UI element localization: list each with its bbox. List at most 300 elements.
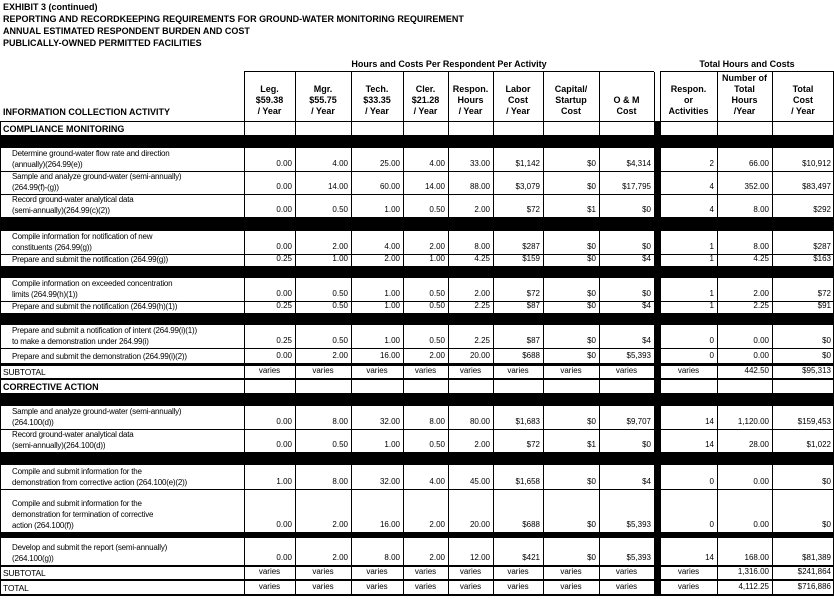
column-divider — [448, 72, 449, 596]
table-row — [0, 278, 834, 301]
table-row — [0, 348, 834, 363]
cell-respondents: 14 — [705, 417, 714, 426]
cell-legal: 0.25 — [276, 301, 292, 310]
cell-legal: 0.00 — [276, 553, 292, 562]
header-rule — [0, 121, 834, 122]
cell-capital-startup-cost: varies — [560, 567, 582, 576]
activity-description: demonstration from corrective action (264.100(e)(2)) — [12, 478, 188, 487]
cell-total-hours: 0.00 — [753, 336, 769, 345]
cell-clerical: 0.50 — [429, 301, 445, 310]
activity-description: Record ground-water analytical data — [12, 430, 134, 439]
cell-technical: 16.00 — [379, 351, 400, 360]
cell-manager: 4.00 — [332, 159, 348, 168]
group-header-totals: Total Hours and Costs — [699, 59, 795, 69]
column-header-respondent-hours — [448, 84, 493, 117]
cell-total-cost: $95,313 — [802, 366, 831, 375]
cell-capital-startup-cost: $0 — [587, 301, 596, 310]
activity-description: Compile and submit information for the — [12, 499, 142, 508]
cell-labor-cost: $688 — [522, 520, 540, 529]
table-row — [0, 254, 834, 266]
column-header-line: Hours — [457, 95, 484, 105]
cell-respondent-hours: 8.00 — [474, 242, 490, 251]
cell-manager: 8.00 — [332, 477, 348, 486]
cell-respondent-hours: varies — [459, 366, 482, 375]
cell-om-cost: $5,393 — [626, 351, 651, 360]
activity-description: (264.99(f)-(g)) — [12, 183, 59, 192]
cell-clerical: 0.50 — [429, 336, 445, 345]
cell-legal: 0.25 — [276, 336, 292, 345]
cell-total-cost: $0 — [822, 351, 831, 360]
cell-manager: 14.00 — [327, 182, 348, 191]
cell-total-cost: $81,389 — [802, 553, 831, 562]
cell-respondent-hours: 20.00 — [469, 351, 490, 360]
cell-total-hours: 4,112.25 — [738, 582, 769, 591]
cell-capital-startup-cost: $0 — [587, 289, 596, 298]
column-header-clerical — [403, 84, 448, 117]
cell-technical: 32.00 — [379, 417, 400, 426]
cell-manager: 2.00 — [332, 553, 348, 562]
cell-respondents: 0 — [709, 477, 714, 486]
document-header — [3, 1, 464, 49]
cell-respondents: 1 — [709, 289, 714, 298]
column-header-line: or — [684, 95, 693, 105]
cell-respondent-hours: 4.25 — [474, 254, 490, 263]
cell-technical: varies — [366, 567, 388, 576]
activity-description: Sample and analyze ground-water (semi-annually) — [12, 407, 182, 416]
cell-om-cost: varies — [615, 582, 638, 591]
cell-om-cost: $9,707 — [626, 417, 651, 426]
cell-total-hours: 2.25 — [753, 301, 769, 310]
cell-technical: 1.00 — [384, 301, 400, 310]
column-header-line: Respon. — [670, 84, 707, 94]
cell-respondents: varies — [677, 582, 700, 591]
cell-technical: 32.00 — [379, 477, 400, 486]
cell-respondent-hours: 12.00 — [469, 553, 490, 562]
cell-clerical: 4.00 — [429, 159, 445, 168]
cell-total-cost: $83,497 — [802, 182, 831, 191]
column-header-line: Leg. — [260, 84, 279, 94]
cell-legal: 0.00 — [276, 205, 292, 214]
column-header-line: Activities — [668, 106, 709, 116]
cell-technical: 2.00 — [384, 254, 400, 263]
cell-technical: 25.00 — [379, 159, 400, 168]
activity-description: Compile information for notification of new — [12, 232, 153, 241]
column-header-line: / Year — [311, 106, 335, 116]
cell-clerical: varies — [414, 567, 437, 576]
group-header-per-activity: Hours and Costs Per Respondent Per Activity — [351, 59, 547, 69]
cell-manager: 8.00 — [332, 417, 348, 426]
cell-technical: 4.00 — [384, 242, 400, 251]
cell-labor-cost: $1,142 — [515, 159, 540, 168]
cell-total-hours: 168.00 — [744, 553, 769, 562]
cell-clerical: 2.00 — [429, 242, 445, 251]
cell-om-cost: $17,795 — [622, 182, 651, 191]
cell-legal: varies — [258, 582, 281, 591]
group-underline — [660, 71, 834, 72]
column-divider — [493, 72, 494, 596]
table-row — [0, 148, 834, 171]
cell-manager: 2.00 — [332, 520, 348, 529]
cell-respondents: 14 — [705, 440, 714, 449]
cell-manager: 0.50 — [332, 289, 348, 298]
cell-total-hours: 2.00 — [753, 289, 769, 298]
cell-om-cost: $5,393 — [626, 520, 651, 529]
cell-legal: 0.00 — [276, 242, 292, 251]
cell-labor-cost: $72 — [526, 289, 540, 298]
column-header-line: O & M — [613, 95, 640, 105]
cell-technical: 1.00 — [384, 336, 400, 345]
column-divider — [717, 72, 718, 596]
cell-om-cost: varies — [615, 567, 638, 576]
cell-capital-startup-cost: varies — [560, 366, 582, 375]
cell-capital-startup-cost: $0 — [587, 159, 596, 168]
group-separator — [654, 121, 660, 596]
cell-capital-startup-cost: $0 — [587, 242, 596, 251]
cell-total-hours: 0.00 — [753, 351, 769, 360]
subtotal-row — [0, 566, 834, 579]
cell-labor-cost: $159 — [522, 254, 540, 263]
cell-respondent-hours: 2.00 — [474, 440, 490, 449]
section-band — [0, 136, 834, 148]
cell-legal: 0.00 — [276, 289, 292, 298]
cell-manager: 1.00 — [332, 254, 348, 263]
activity-description: Compile information on exceeded concentration — [12, 279, 173, 288]
column-header-line: Respon. — [452, 84, 489, 94]
cell-total-hours: 8.00 — [753, 205, 769, 214]
column-divider — [351, 72, 352, 596]
cell-om-cost: $0 — [642, 242, 651, 251]
column-divider — [295, 72, 296, 596]
table-row — [0, 465, 834, 489]
cell-labor-cost: $1,683 — [515, 417, 540, 426]
cell-legal: 0.25 — [276, 254, 292, 263]
cell-total-cost: $287 — [813, 242, 831, 251]
column-divider — [244, 72, 245, 596]
cell-labor-cost: $87 — [526, 336, 540, 345]
cell-respondent-hours: 88.00 — [469, 182, 490, 191]
exhibit-title: EXHIBIT 3 (continued) — [3, 2, 98, 12]
cell-legal: 0.00 — [276, 351, 292, 360]
column-header-respondents — [660, 84, 717, 117]
table-left-border — [0, 121, 1, 596]
cell-capital-startup-cost: $0 — [587, 417, 596, 426]
column-header-line: Cost — [561, 106, 581, 116]
activity-description: (annually)(264.99(e)) — [12, 160, 83, 169]
facility-type: PUBLICALLY-OWNED PERMITTED FACILITIES — [3, 38, 202, 48]
cell-total-cost: $0 — [822, 336, 831, 345]
cell-respondents: 1 — [709, 242, 714, 251]
cell-total-cost: $163 — [813, 254, 831, 263]
activity-description: demonstration for termination of corrective — [12, 510, 154, 519]
cell-clerical: 14.00 — [424, 182, 445, 191]
column-header-line: Mgr. — [313, 84, 333, 94]
table-row — [0, 231, 834, 254]
column-header-line: Cost — [793, 95, 813, 105]
cell-technical: varies — [366, 366, 388, 375]
row-label: TOTAL — [3, 583, 29, 593]
cell-capital-startup-cost: $0 — [587, 182, 596, 191]
activity-description: Prepare and submit the notification (264.99(h)(1)) — [12, 302, 178, 311]
column-header-line: / Year — [458, 106, 483, 116]
column-header-line: Total — [792, 84, 814, 94]
section-title-corrective: CORRECTIVE ACTION — [3, 382, 99, 392]
column-header-line: $59.38 — [255, 95, 284, 105]
cell-labor-cost: varies — [507, 567, 529, 576]
table-row — [0, 429, 834, 452]
column-header-line: Capital/ — [554, 84, 588, 94]
cell-respondent-hours: varies — [459, 582, 482, 591]
column-divider — [543, 72, 544, 596]
cell-capital-startup-cost: $0 — [587, 553, 596, 562]
column-divider — [599, 72, 600, 596]
cell-capital-startup-cost: varies — [560, 582, 582, 591]
row-label: SUBTOTAL — [3, 367, 46, 377]
cell-om-cost: $4 — [642, 477, 651, 486]
cell-respondents: 14 — [705, 553, 714, 562]
activity-description: Sample and analyze ground-water (semi-annually) — [12, 172, 182, 181]
cell-technical: 1.00 — [384, 205, 400, 214]
cell-technical: 60.00 — [379, 182, 400, 191]
cell-clerical: 0.50 — [429, 205, 445, 214]
cell-legal: 0.00 — [276, 417, 292, 426]
activity-description: to make a demonstration under 264.99(i) — [12, 337, 149, 346]
cell-clerical: 1.00 — [429, 254, 445, 263]
column-header-line: $21.28 — [411, 95, 440, 105]
cell-labor-cost: $87 — [526, 301, 540, 310]
activity-description: action (264.100(f)) — [12, 521, 74, 530]
table-row — [0, 301, 834, 313]
cell-om-cost: $5,393 — [626, 553, 651, 562]
cell-respondents: 4 — [709, 182, 714, 191]
cell-legal: 0.00 — [276, 159, 292, 168]
report-subtitle: ANNUAL ESTIMATED RESPONDENT BURDEN AND COST — [3, 26, 250, 36]
cell-total-hours: 442.50 — [744, 366, 769, 375]
subtotal-row — [0, 580, 834, 594]
cell-total-hours: 0.00 — [753, 477, 769, 486]
activity-description: Prepare and submit a notification of intent (264.99(i)(1)) — [12, 326, 197, 335]
table-row — [0, 489, 834, 532]
activity-description: (semi-annually)(264.99(c)(2)) — [12, 206, 110, 215]
cell-manager: varies — [312, 582, 334, 591]
cell-total-cost: $716,886 — [797, 582, 831, 591]
section-band — [0, 267, 834, 278]
cell-total-cost: $91 — [817, 301, 831, 310]
column-header-line: Startup — [555, 95, 587, 105]
table-row — [0, 171, 834, 194]
activity-description: Prepare and submit the notification (264.99(g)) — [12, 255, 169, 264]
cell-total-hours: 66.00 — [748, 159, 769, 168]
cell-technical: 8.00 — [384, 553, 400, 562]
section-band — [0, 453, 834, 465]
cell-respondent-hours: 80.00 — [469, 417, 490, 426]
cell-om-cost: $0 — [642, 440, 651, 449]
column-header-line: $55.75 — [309, 95, 337, 105]
cell-om-cost: $4 — [642, 254, 651, 263]
column-divider — [772, 72, 773, 596]
cell-manager: 2.00 — [332, 351, 348, 360]
cell-labor-cost: $72 — [526, 205, 540, 214]
cell-om-cost: $0 — [642, 289, 651, 298]
cell-om-cost: varies — [615, 366, 638, 375]
cell-total-cost: $0 — [822, 477, 831, 486]
cell-clerical: 2.00 — [429, 351, 445, 360]
cell-manager: varies — [312, 567, 334, 576]
column-header-line: / Year — [413, 106, 438, 116]
column-header-line: Labor — [505, 84, 531, 94]
cell-capital-startup-cost: $1 — [587, 440, 596, 449]
cell-capital-startup-cost: $0 — [587, 351, 596, 360]
cell-manager: 0.50 — [332, 336, 348, 345]
cell-manager: 0.50 — [332, 301, 348, 310]
cell-total-hours: 1,316.00 — [737, 567, 769, 576]
cell-capital-startup-cost: $1 — [587, 205, 596, 214]
column-header-labor-cost — [493, 84, 543, 117]
table-row — [0, 325, 834, 348]
cell-clerical: 0.50 — [429, 440, 445, 449]
cell-respondent-hours: 33.00 — [469, 159, 490, 168]
column-header-line: / Year — [365, 106, 389, 116]
cell-labor-cost: $1,658 — [515, 477, 540, 486]
cell-respondents: 0 — [709, 336, 714, 345]
cell-manager: varies — [312, 366, 334, 375]
cell-total-hours: 1,120.00 — [737, 417, 769, 426]
cell-total-cost: $72 — [817, 289, 831, 298]
activity-description: Record ground-water analytical data — [12, 195, 134, 204]
cell-total-hours: 352.00 — [744, 182, 769, 191]
column-header-line: $33.35 — [363, 95, 391, 105]
cell-labor-cost: varies — [507, 366, 529, 375]
cell-legal: 0.00 — [276, 520, 292, 529]
cell-capital-startup-cost: $0 — [587, 254, 596, 263]
cell-respondent-hours: 45.00 — [469, 477, 490, 486]
cell-technical: varies — [366, 582, 388, 591]
cell-technical: 1.00 — [384, 289, 400, 298]
rule-line — [0, 379, 834, 380]
column-header-line: Total — [734, 84, 755, 94]
column-divider — [660, 72, 661, 596]
column-header-legal — [244, 84, 295, 117]
column-header-om-cost — [599, 95, 654, 117]
activity-description: limits (264.99(h)(1)) — [12, 290, 78, 299]
cell-respondent-hours: 2.00 — [474, 289, 490, 298]
cell-om-cost: $0 — [642, 205, 651, 214]
cell-clerical: varies — [414, 366, 437, 375]
column-header-line: Cost — [616, 106, 637, 116]
cell-technical: 1.00 — [384, 440, 400, 449]
column-header-line: Number of — [722, 73, 767, 83]
cell-total-cost: $0 — [822, 520, 831, 529]
section-band — [0, 314, 834, 325]
cell-manager: 2.00 — [332, 242, 348, 251]
cell-manager: 0.50 — [332, 440, 348, 449]
column-header-manager — [295, 84, 351, 117]
cell-legal: varies — [258, 366, 281, 375]
cell-respondents: 1 — [709, 301, 714, 310]
activity-column-label: INFORMATION COLLECTION ACTIVITY — [3, 107, 170, 117]
activity-description: Develop and submit the report (semi-annually) — [12, 543, 168, 552]
table-row — [0, 538, 834, 565]
cell-total-hours: 8.00 — [753, 242, 769, 251]
column-divider — [403, 72, 404, 596]
cell-total-cost: $292 — [813, 205, 831, 214]
column-header-line: Tech. — [365, 84, 389, 94]
cell-labor-cost: varies — [507, 582, 529, 591]
cell-capital-startup-cost: $0 — [587, 336, 596, 345]
column-header-total-cost — [772, 84, 834, 117]
cell-om-cost: $4 — [642, 301, 651, 310]
cell-respondent-hours: 2.25 — [474, 301, 490, 310]
activity-description: Prepare and submit the demonstration (264.99(i)(2)) — [12, 352, 187, 361]
cell-capital-startup-cost: $0 — [587, 520, 596, 529]
section-band — [0, 394, 834, 406]
cell-clerical: 8.00 — [429, 417, 445, 426]
activity-description: (semi-annually)(264.100(d)) — [12, 441, 106, 450]
column-header-total-hours — [717, 73, 772, 117]
activity-description: Determine ground-water flow rate and direction — [12, 149, 170, 158]
cell-legal: 1.00 — [276, 477, 292, 486]
table-row — [0, 194, 834, 217]
report-title: REPORTING AND RECORDKEEPING REQUIREMENTS FOR GROUND-WATER MONITORING REQUIREMENT — [3, 14, 464, 24]
cell-capital-startup-cost: $0 — [587, 477, 596, 486]
activity-description: (264.100(d)) — [12, 418, 54, 427]
cell-total-cost: $159,453 — [797, 417, 831, 426]
cell-total-hours: 0.00 — [753, 520, 769, 529]
column-header-line: Cler. — [415, 84, 436, 94]
subtotal-row — [0, 366, 834, 378]
activity-description: constituents (264.99(g)) — [12, 243, 92, 252]
section-title-compliance: COMPLIANCE MONITORING — [3, 124, 125, 134]
cell-legal: 0.00 — [276, 440, 292, 449]
cell-technical: 16.00 — [379, 520, 400, 529]
bottom-rule — [0, 595, 834, 596]
group-underline — [244, 71, 654, 72]
column-header-technical — [351, 84, 403, 117]
column-header-line: Hours — [731, 95, 758, 105]
cell-respondents: 1 — [709, 254, 714, 263]
column-header-capital-startup-cost — [543, 84, 599, 117]
cell-clerical: 0.50 — [429, 289, 445, 298]
cell-legal: 0.00 — [276, 182, 292, 191]
cell-labor-cost: $421 — [522, 553, 540, 562]
column-header-line: / Year — [506, 106, 530, 116]
column-header-line: / Year — [791, 106, 815, 116]
cell-clerical: 2.00 — [429, 520, 445, 529]
activity-description: Compile and submit information for the — [12, 467, 142, 476]
cell-legal: varies — [258, 567, 281, 576]
cell-respondents: 0 — [709, 351, 714, 360]
column-header-line: /Year — [733, 106, 756, 116]
cell-respondents: 4 — [709, 205, 714, 214]
cell-manager: 0.50 — [332, 205, 348, 214]
cell-om-cost: $4,314 — [626, 159, 651, 168]
cell-total-cost: $10,912 — [802, 159, 831, 168]
cell-respondents: varies — [677, 366, 700, 375]
section-band — [0, 218, 834, 231]
cell-respondents: varies — [677, 567, 700, 576]
cell-labor-cost: $287 — [522, 242, 540, 251]
activity-description: (264.100(g)) — [12, 554, 54, 563]
row-label: SUBTOTAL — [3, 568, 46, 578]
cell-labor-cost: $3,079 — [515, 182, 540, 191]
cell-respondent-hours: 20.00 — [469, 520, 490, 529]
cell-clerical: varies — [414, 582, 437, 591]
table-row — [0, 406, 834, 429]
cell-respondent-hours: 2.00 — [474, 205, 490, 214]
cell-om-cost: $4 — [642, 336, 651, 345]
cell-total-cost: $241,864 — [797, 567, 831, 576]
column-header-line: / Year — [257, 106, 282, 116]
column-header-line: Cost — [508, 95, 528, 105]
